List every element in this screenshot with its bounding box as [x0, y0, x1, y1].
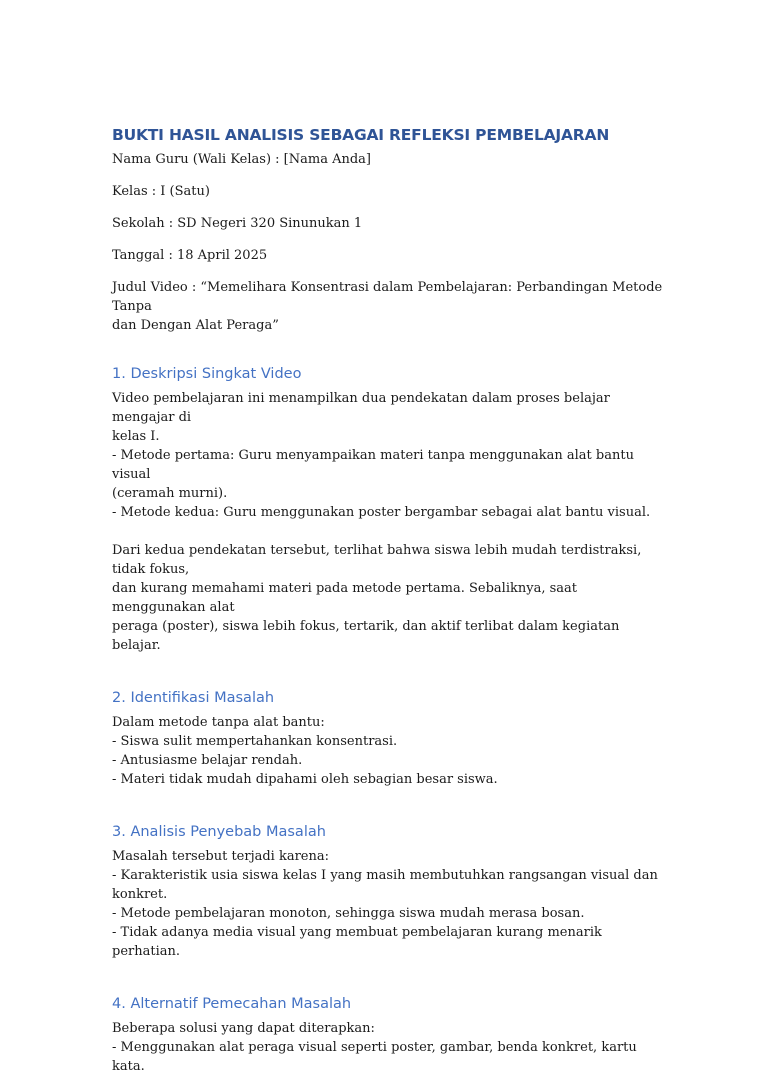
section-description	[112, 364, 668, 655]
section-cause-analysis	[112, 822, 668, 961]
date-line: Tanggal : 18 April 2025	[112, 248, 268, 263]
paragraph-line: - Tidak adanya media visual yang membuat pembelajaran kurang menarik perhatian.	[112, 925, 602, 959]
section-paragraph	[112, 389, 668, 522]
section-heading: 2. Identifikasi Masalah	[112, 690, 275, 706]
video-title-line-2: dan Dengan Alat Peraga”	[112, 318, 279, 333]
video-title-line-1: Judul Video : “Memelihara Konsentrasi dalam Pembelajaran: Perbandingan Metode Tanpa	[112, 280, 663, 314]
paragraph-line: peraga (poster), siswa lebih fokus, tertarik, dan aktif terlibat dalam kegiatan belajar.	[112, 619, 620, 653]
paragraph-line: - Metode pembelajaran monoton, sehingga siswa mudah merasa bosan.	[112, 906, 585, 921]
paragraph-line: - Materi tidak mudah dipahami oleh sebagian besar siswa.	[112, 772, 498, 787]
paragraph-line: Dari kedua pendekatan tersebut, terlihat bahwa siswa lebih mudah terdistraksi, tidak fokus,	[112, 543, 642, 577]
paragraph-line: Beberapa solusi yang dapat diterapkan:	[112, 1021, 375, 1036]
paragraph-line: - Siswa sulit mempertahankan konsentrasi.	[112, 734, 398, 749]
paragraph-line: Masalah tersebut terjadi karena:	[112, 849, 330, 864]
paragraph-gap	[112, 522, 668, 541]
paragraph-line: - Menggunakan alat peraga visual seperti poster, gambar, benda konkret, kartu kata.	[112, 1040, 637, 1074]
teacher-name-line: Nama Guru (Wali Kelas) : [Nama Anda]	[112, 152, 371, 167]
paragraph-line: Video pembelajaran ini menampilkan dua pendekatan dalam proses belajar mengajar di	[112, 391, 610, 425]
section-alternative-solutions	[112, 994, 668, 1076]
paragraph-line: dan kurang memahami materi pada metode pertama. Sebaliknya, saat menggunakan alat	[112, 581, 577, 615]
section-heading: 3. Analisis Penyebab Masalah	[112, 824, 326, 840]
school-line: Sekolah : SD Negeri 320 Sinunukan 1	[112, 216, 363, 231]
paragraph-line: kelas I.	[112, 429, 160, 444]
section-heading: 4. Alternatif Pemecahan Masalah	[112, 996, 352, 1012]
paragraph-line: - Karakteristik usia siswa kelas I yang masih membutuhkan rangsangan visual dan konkret.	[112, 868, 658, 902]
section-paragraph	[112, 713, 668, 789]
section-heading: 1. Deskripsi Singkat Video	[112, 366, 302, 382]
paragraph-line: (ceramah murni).	[112, 486, 228, 501]
paragraph-line: Dalam metode tanpa alat bantu:	[112, 715, 325, 730]
section-paragraph	[112, 541, 668, 655]
section-problem-identification	[112, 688, 668, 789]
section-paragraph	[112, 1019, 668, 1076]
document-title: BUKTI HASIL ANALISIS SEBAGAI REFLEKSI PEMBELAJARAN	[112, 126, 610, 144]
section-paragraph	[112, 847, 668, 961]
video-title-line	[112, 278, 668, 335]
paragraph-line: - Metode kedua: Guru menggunakan poster bergambar sebagai alat bantu visual.	[112, 505, 651, 520]
paragraph-line: - Metode pertama: Guru menyampaikan materi tanpa menggunakan alat bantu visual	[112, 448, 634, 482]
class-line: Kelas : I (Satu)	[112, 184, 210, 199]
paragraph-line: - Antusiasme belajar rendah.	[112, 753, 303, 768]
